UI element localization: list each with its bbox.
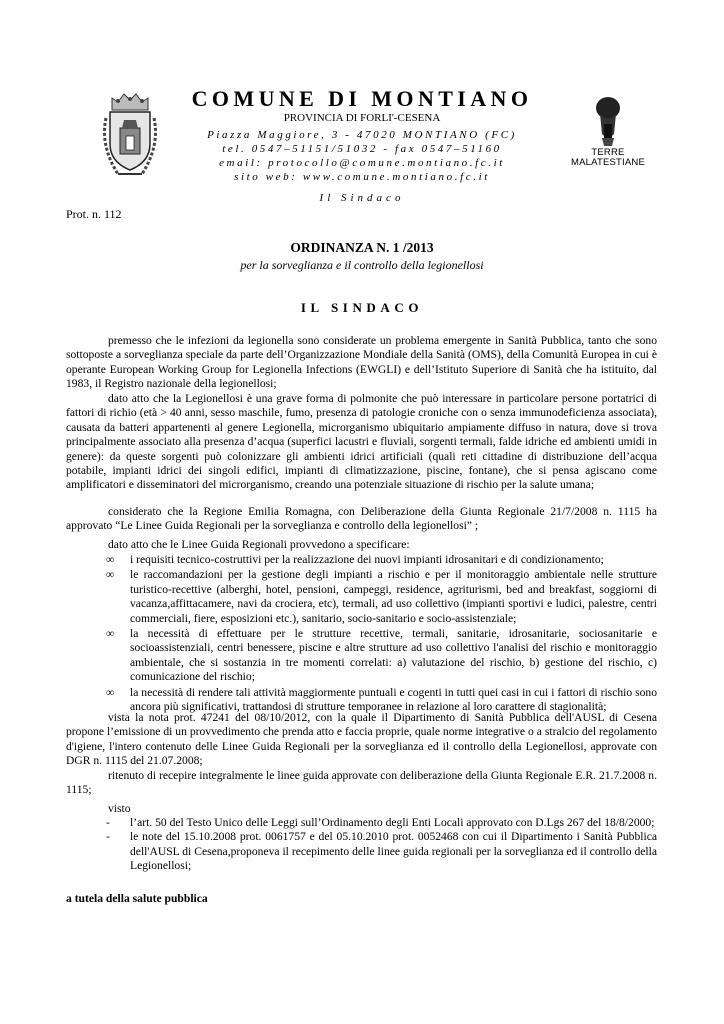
protocol-number: Prot. n. 112 [66, 207, 122, 221]
ordinance-number: ORDINANZA N. 1 /2013 [290, 240, 434, 255]
paragraph-visto: visto [108, 802, 131, 815]
paragraph-ritenuto: ritenuto di recepire integralmente le linee guida approvate con deliberazione della Giunta Regionale E.R. 21.7.2008 n. 1115; [66, 769, 657, 797]
paragraph-considerato: considerato che la Regione Emilia Romagna, con Deliberazione della Giunta Regionale 21/7/2008 n. 1115 ha approvato “Le Linee Guida Regionali per la sorveglianza e controllo della legionellosi” ; [66, 505, 657, 533]
ordinance-subject: per la sorveglianza e il controllo della legionellosi [240, 258, 484, 272]
list-item: ∞ la necessità di effettuare per le strutture recettive, termali, sanitarie, idrosanitarie, sociosanitarie e socioassistenziali, centri benessere, piscine e altre strutture ad uso collettivo l'analisi del rischio e monitoraggio ambientale, che si sostanzia in tre momenti correlati: a) valutazione del rischio, b) gestione del rischio, c) comunicazione del rischio; [106, 627, 657, 684]
logo-caption [566, 148, 650, 168]
email-line: email: protocollo@comune.montiano.fc.it [219, 157, 505, 169]
list-item: - le note del 15.10.2008 prot. 0061757 e del 05.10.2010 prot. 0052468 con cui il Dipartimento i Sanità Pubblica dell'AUSL di Cesena,proponeva il recepimento delle linee guida regionali per la sorveglianza ed il controllo della Legionellosi; [106, 830, 657, 873]
phone-line: tel. 0547–51151/51032 - fax 0547–51160 [222, 143, 502, 155]
website-line: sito web: www.comune.montiano.fc.it [234, 171, 490, 183]
logo-text-line-2: MALATESTIANE [570, 157, 646, 168]
paragraph-dato-atto-linee-guida: dato atto che le Linee Guida Regionali provvedono a specificare: [108, 538, 410, 551]
mayor-heading: IL SINDACO [300, 300, 424, 315]
municipality-title: COMUNE DI MONTIANO [191, 86, 533, 111]
municipal-crest-icon [98, 88, 162, 182]
specifications-list [106, 553, 657, 715]
closing-phrase: a tutela della salute pubblica [66, 892, 208, 905]
list-item: ∞ la necessità di rendere tali attività maggiormente puntuali e cogenti in tutti quei casi in cui i fattori di rischio sono ancora più significativi, trattandosi di strutture temporanee in relazione al loro carattere di stagionalità; [106, 685, 657, 714]
logo-text-line-1: TERRE [591, 147, 625, 158]
list-item: ∞ i requisiti tecnico-costruttivi per la realizzazione dei nuovi impianti idrosanitari e di condizionamento; [106, 553, 604, 566]
paragraph-vista-nota: vista la nota prot. 47241 del 08/10/2012, con la quale il Dipartimento di Sanità Pubblica dell'AUSL di Cesena propone l’emissione di un provvedimento che prenda atto e faccia proprie, quale norme integrative o a stralcio del regolamento d'igiene, l'intero contenuto delle Linee Guida Regionali per la sorveglianza ed il controllo della Legionellosi, approvate con DGR n. 1115 del 21.07.2008; [66, 711, 657, 768]
visto-list [106, 816, 657, 874]
mayor-label: Il Sindaco [319, 192, 405, 204]
paragraph-premesso: premesso che le infezioni da legionella sono considerate un problema emergente in Sanità Pubblica, tanto che sono sottoposte a sorveglianza speciale da parte dell’Organizzazione Mondiale della Sanità (OMS), della Comunità Europea in cui è operante European Working Group for Legionella Infections (EWGLI) e dell’Istituto Superiore di Sanità che ha istituito, dal 1983, il Registro nazionale della legionellosi; [66, 334, 657, 391]
list-item: ∞ le raccomandazioni per la gestione degli impianti a rischio e per il monitoraggio ambientale nelle strutture turistico-recettive (alberghi, hotel, pensioni, campeggi, residence, agriturismi, bed and breakfast, soggiorni di vacanza,affittacamere, navi da crociera, etc), termali, ad uso collettivo (impianti sportivi e ludici, palestre, centri commerciali, fiere, esposizioni etc.), sanitario, socio-sanitario e socio-assistenziale; [106, 568, 657, 625]
paragraph-dato-atto-legionellosi: dato atto che la Legionellosi è una grave forma di polmonite che può interessare in particolare persone portatrici di fattori di richio (età > 40 anni, sesso maschile, fumo, presenza di patologie croniche con o senza immunodeficienza associata), causata da batteri appartenenti al genere Legionella, microrganismo ubiquitario ampiamente diffuso in natura, dove si trova principalmente associato alla presenza d’acqua (superfici lacustri e fluviali, sorgenti termali, falde idriche ed ambienti umidi in genere): da queste sorgenti può colonizzare gli ambienti idrici artificiali (quali reti cittadine di distribuzione dell’acqua potabile, impianti idrici dei singoli edifici, impianti di climatizzazione, piscine, fontane), che si pensa agiscano come amplificatori e disseminatori del microrganismo, creando una potenziale situazione di rischio per la salute umana; [66, 392, 657, 492]
province-name: PROVINCIA DI FORLI'-CESENA [283, 112, 441, 124]
list-item: - l’art. 50 del Testo Unico delle Leggi sull’Ordinamento degli Enti Locali approvato con D.Lgs 267 del 18/8/2000; [106, 816, 655, 829]
address-line: Piazza Maggiore, 3 - 47020 MONTIANO (FC) [207, 129, 517, 141]
